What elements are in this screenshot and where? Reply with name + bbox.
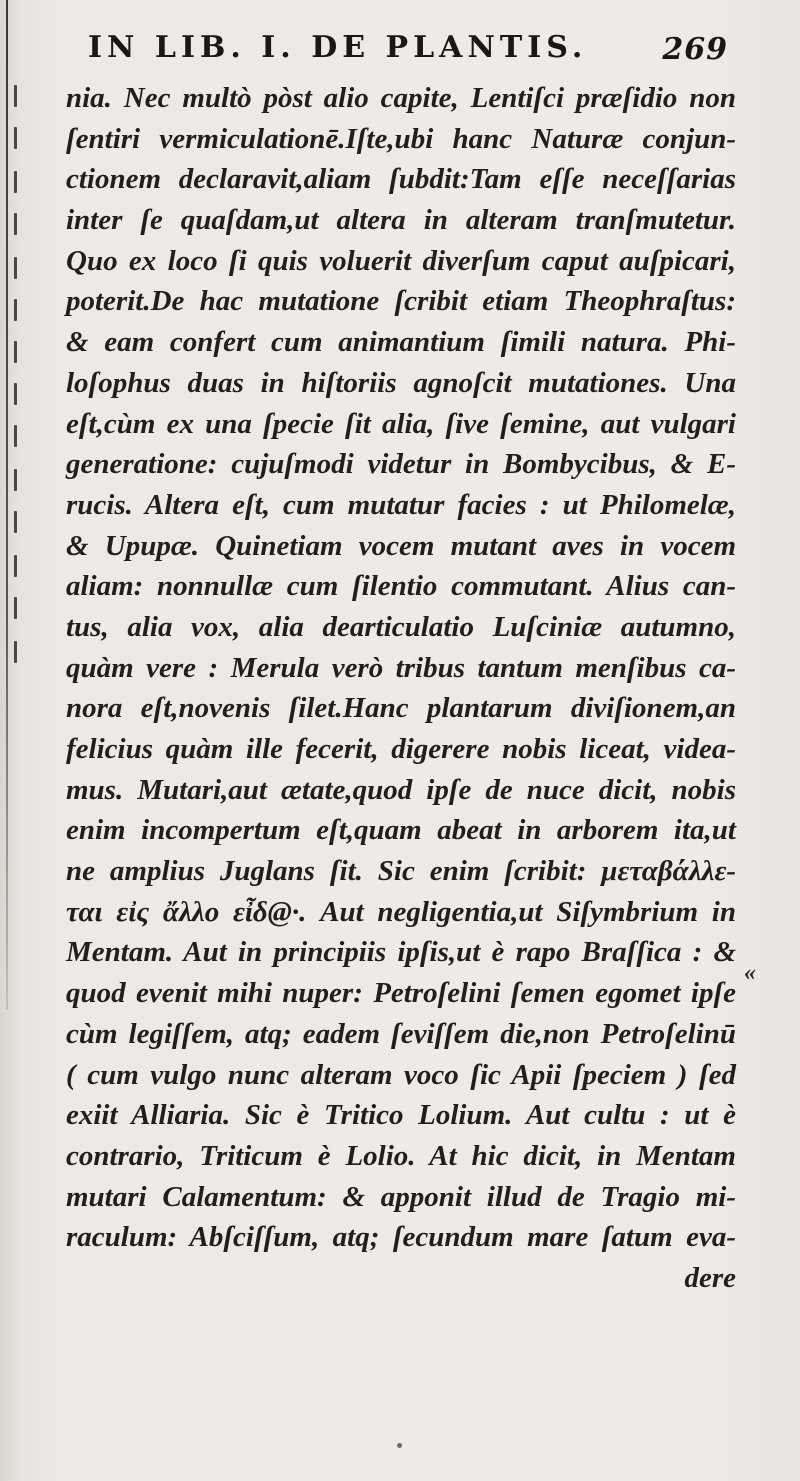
text-line: exiit Alliaria. Sic è Tritico Lolium. Aut cultu : ut è xyxy=(66,1099,736,1132)
text-line: eſt,cùm ex una ſpecie ſit alia, ſive ſemine, aut vulgari xyxy=(66,407,736,440)
text-line: nia. Nec multò pòst alio capite, Lentiſci præſidio non xyxy=(66,82,736,114)
text-line: ( cum vulgo nunc alteram voco ſic Apii ſpeciem ) ſed xyxy=(66,1058,736,1091)
running-header xyxy=(88,30,728,74)
text-line: poterit.De hac mutatione ſcribit etiam Theophraſtus: xyxy=(66,285,736,318)
text-line: ſentiri vermiculationē.Iſte,ubi hanc Naturæ conjun- xyxy=(66,122,736,155)
paper-speck xyxy=(397,1443,402,1448)
running-title: IN LIB. I. DE PLANTIS. xyxy=(88,30,588,65)
text-line: aliam: nonnullæ cum ſilentio commutant. Alius can- xyxy=(66,570,736,603)
text-line: & eam confert cum animantium ſimili natura. Phi- xyxy=(66,326,736,359)
text-line: rucis. Altera eſt, cum mutatur facies : ut Philomelæ, xyxy=(66,488,736,521)
text-line: enim incompertum eſt,quam abeat in arborem ita,ut xyxy=(66,814,736,847)
text-line: felicius quàm ille fecerit, digerere nobis liceat, videa- xyxy=(66,733,736,765)
text-line: contrario, Triticum è Lolio. At hic dicit, in Mentam xyxy=(66,1139,736,1172)
page-number: 269 xyxy=(662,32,728,67)
margin-quote-mark: « xyxy=(744,960,756,986)
gutter-binding-marks xyxy=(14,85,18,1005)
text-line: cùm legiſſem, atq; eadem ſeviſſem die,non Petroſelinū xyxy=(66,1017,736,1050)
text-line: Mentam. Aut in principiis ipſis,ut è rapo Braſſica : & xyxy=(66,936,736,969)
text-line: mutari Calamentum: & apponit illud de Tragio mi- xyxy=(66,1180,736,1213)
text-line: ται εἰς ἄλλο εἶδ@·. Aut negligentia,ut Siſymbrium in xyxy=(66,895,736,928)
catchword: dere xyxy=(684,1261,736,1294)
gutter-shadow xyxy=(6,0,8,1010)
text-line: quàm vere : Merula verò tribus tantum menſibus ca- xyxy=(66,651,736,684)
text-line: loſophus duas in hiſtoriis agnoſcit mutationes. Una xyxy=(66,366,736,399)
text-line: Quo ex loco ſi quis voluerit diverſum caput auſpicari, xyxy=(66,244,736,277)
text-line: quod evenit mihi nuper: Petroſelini ſemen egomet ipſe xyxy=(66,977,736,1010)
text-line: generatione: cujuſmodi videtur in Bombycibus, & E- xyxy=(66,448,736,481)
text-line: inter ſe quaſdam,ut altera in alteram tranſmutetur. xyxy=(66,204,736,237)
text-line: nora eſt,novenis ſilet.Hanc plantarum diviſionem,an xyxy=(66,692,736,725)
text-line: tus, alia vox, alia dearticulatio Luſciniæ autumno, xyxy=(66,610,736,643)
text-line: ne amplius Juglans ſit. Sic enim ſcribit: μεταβάλλε- xyxy=(66,855,736,888)
text-line: ctionem declaravit,aliam ſubdit:Tam eſſe neceſſarias xyxy=(66,163,736,196)
text-line: & Upupæ. Quinetiam vocem mutant aves in vocem xyxy=(66,529,736,562)
text-line: mus. Mutari,aut ætate,quod ipſe de nuce dicit, nobis xyxy=(66,773,736,806)
body-text xyxy=(66,78,736,1299)
text-line: raculum: Abſciſſum, atq; ſecundum mare ſatum eva- xyxy=(66,1221,736,1254)
